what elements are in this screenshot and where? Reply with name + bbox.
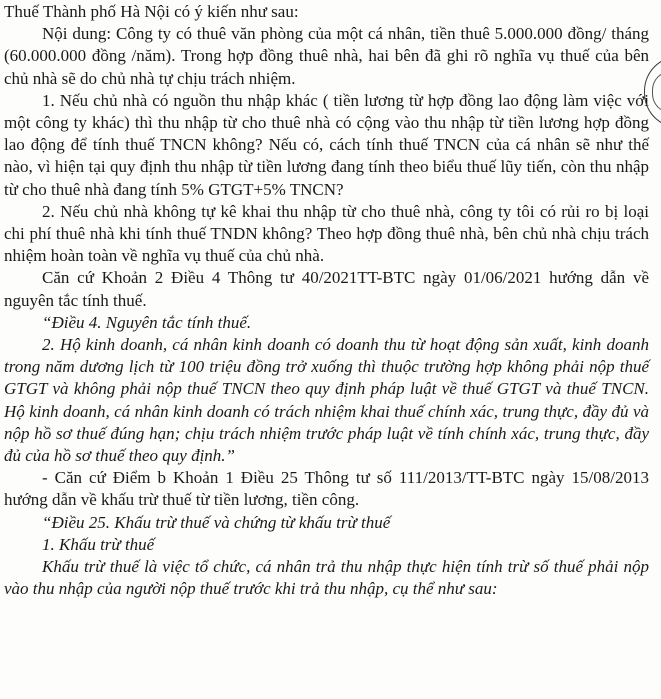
paragraph-article-25-title: “Điều 25. Khấu trừ thuế và chứng từ khấu trừ thuế — [42, 512, 391, 532]
paragraph-question-2: 2. Nếu chủ nhà không tự kê khai thu nhập từ cho thuê nhà, công ty tôi có rủi ro bị loại chi phí thuê nhà khi tính thuế TNDN không? Theo hợp đồng thuê nhà, bên chủ nhà chịu trách nhiệm hoàn toàn về nghĩa vụ thuế của chủ nhà. — [4, 201, 649, 266]
paragraph-article-25-clause-1: 1. Khấu trừ thuế — [42, 534, 155, 554]
paragraph-question-1: 1. Nếu chủ nhà có nguồn thu nhập khác ( tiền lương từ hợp đồng lao động làm việc với một công ty khác) thì thu nhập từ cho thuê nhà có cộng vào thu nhập từ tiền lương hợp đồng lao động để tính thuế TNCN không? Nếu có, cách tính thuế TNCN của cá nhân sẽ như thế nào, vì hiện tại quy định thu nhập từ tiền lương đang tính theo biểu thuế lũy tiến, còn thu nhập từ cho thuê nhà đang tính 5% GTGT+5% TNCN? — [4, 90, 649, 199]
paragraph-legal-basis-2: - Căn cứ Điểm b Khoản 1 Điều 25 Thông tư số 111/2013/TT-BTC ngày 15/08/2013 hướng dẫn về khấu trừ thuế từ tiền lương, tiền công. — [4, 468, 649, 510]
paragraph-article-4-clause-2: 2. Hộ kinh doanh, cá nhân kinh doanh có doanh thu từ hoạt động sản xuất, kinh doanh trong năm dương lịch từ 100 triệu đồng trở xuống thì thuộc trường hợp không phải nộp thuế GTGT và không phải nộp thuế TNCN theo quy định pháp luật về thuế GTGT và thuế TNCN. Hộ kinh doanh, cá nhân kinh doanh có trách nhiệm khai thuế chính xác, trung thực, đầy đủ và nộp hồ sơ thuế đúng hạn; chịu trách nhiệm trước pháp luật về tính chính xác, trung thực, đầy đủ của hồ sơ thuế theo quy định.” — [4, 335, 649, 466]
document-page — [0, 1, 661, 699]
paragraph-legal-basis-1: Căn cứ Khoản 2 Điều 4 Thông tư 40/2021TT-BTC ngày 01/06/2021 hướng dẫn về nguyên tắc tính thuế. — [4, 268, 649, 310]
paragraph-article-25-definition: Khấu trừ thuế là việc tổ chức, cá nhân trả thu nhập thực hiện tính trừ số thuế phải nộp vào thu nhập của người nộp thuế trước khi trả thu nhập, cụ thể như sau: — [4, 557, 649, 599]
paragraph-article-4-title: “Điều 4. Nguyên tắc tính thuế. — [42, 312, 252, 332]
paragraph-intro: Thuế Thành phố Hà Nội có ý kiến như sau: — [4, 2, 299, 21]
paragraph-content: Nội dung: Công ty có thuê văn phòng của một cá nhân, tiền thuê 5.000.000 đồng/ tháng (60.000.000 đồng /năm). Trong hợp đồng thuê nhà, hai bên đã ghi rõ nghĩa vụ thuế của bên chủ nhà sẽ do chủ nhà tự chịu trách nhiệm. — [4, 24, 649, 88]
